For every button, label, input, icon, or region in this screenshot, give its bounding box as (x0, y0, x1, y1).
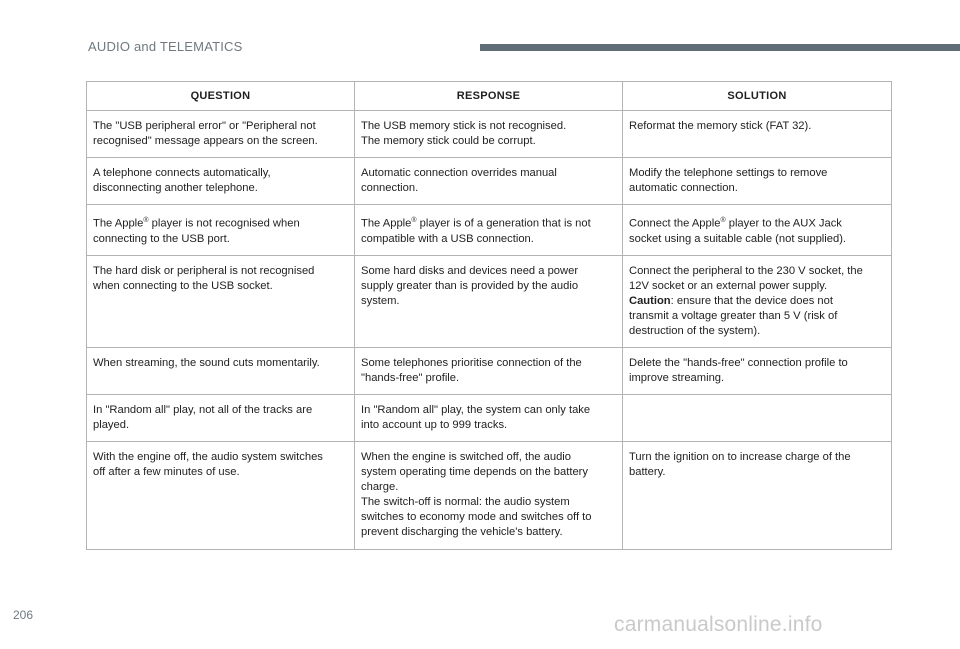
response-text-line: supply greater than is provided by the audio (361, 279, 579, 292)
response-text-line: system. (361, 294, 400, 307)
response-text-line: The switch-off is normal: the audio system (361, 495, 570, 508)
question-text-line: A telephone connects automatically, (93, 167, 271, 179)
question-text-line: recognised" message appears on the screen. (93, 135, 318, 147)
response-text-line: system operating time depends on the battery (361, 465, 588, 478)
table-row (87, 205, 892, 256)
column-header-question: QUESTION (87, 82, 355, 111)
solution-text-line: Connect the Apple® player to the AUX Jack (629, 217, 842, 230)
cell-response (355, 347, 623, 394)
cell-question (87, 158, 355, 205)
cell-question (87, 255, 355, 347)
response-text-line: Some telephones prioritise connection of the (361, 356, 582, 369)
column-header-solution: SOLUTION (623, 82, 892, 111)
response-text-line: charge. (361, 480, 399, 493)
cell-solution (623, 158, 892, 205)
response-text-line: The Apple® player is of a generation that is not (361, 217, 591, 230)
response-text-line: In "Random all" play, the system can only take (361, 403, 591, 416)
solution-text-line: improve streaming. (629, 371, 725, 384)
question-text-line: played. (93, 418, 130, 431)
solution-text-line: 12V socket or an external power supply. (629, 279, 828, 292)
response-text-line: connection. (361, 182, 419, 194)
cell-response (355, 255, 623, 347)
cell-question (87, 111, 355, 158)
response-text-line: switches to economy mode and switches off to (361, 510, 592, 523)
cell-question (87, 205, 355, 256)
cell-response (355, 158, 623, 205)
solution-text-line: Connect the peripheral to the 230 V socket, the (629, 264, 863, 277)
question-text-line: off after a few minutes of use. (93, 465, 240, 478)
solution-text-line: battery. (629, 465, 666, 478)
watermark: carmanualsonline.info (614, 613, 823, 636)
cell-solution (623, 394, 892, 441)
solution-text-line: Reformat the memory stick (FAT 32). (629, 120, 812, 132)
response-text-line: When the engine is switched off, the audio (361, 450, 572, 463)
cell-solution (623, 347, 892, 394)
table-header-row (87, 82, 892, 111)
caution-text: ensure that the device does not (676, 294, 833, 307)
caution-label: Caution (629, 294, 671, 307)
response-text-line: compatible with a USB connection. (361, 232, 534, 245)
response-text-line: The memory stick could be corrupt. (361, 135, 536, 147)
caution-text-line: destruction of the system). (629, 324, 761, 337)
question-text-line: The hard disk or peripheral is not recognised (93, 264, 315, 277)
table-row (87, 111, 892, 158)
table-row (87, 441, 892, 549)
cell-response (355, 441, 623, 549)
response-text-line: Some hard disks and devices need a power (361, 264, 579, 277)
question-text-line: When streaming, the sound cuts momentarily. (93, 356, 320, 369)
question-text-line: In "Random all" play, not all of the tracks are (93, 403, 313, 416)
troubleshooting-table (86, 81, 892, 550)
cell-solution (623, 111, 892, 158)
solution-text-line: socket using a suitable cable (not supplied). (629, 232, 847, 245)
response-text-line: The USB memory stick is not recognised. (361, 120, 567, 132)
page-number: 206 (13, 608, 34, 622)
question-text-line: connecting to the USB port. (93, 232, 230, 245)
caution-line: Caution: ensure that the device does not (629, 294, 833, 307)
question-text-line: The "USB peripheral error" or "Peripheral not (93, 120, 316, 132)
solution-text-line: Delete the "hands-free" connection profile to (629, 356, 848, 369)
cell-response (355, 205, 623, 256)
section-title: AUDIO and TELEMATICS (88, 39, 243, 54)
table-row (87, 347, 892, 394)
caution-text-line: transmit a voltage greater than 5 V (risk of (629, 309, 838, 322)
cell-solution (623, 441, 892, 549)
section-header-bar (480, 44, 960, 51)
solution-text-line: Modify the telephone settings to remove (629, 167, 828, 179)
response-text-line: prevent discharging the vehicle's battery. (361, 525, 563, 538)
question-text-line: disconnecting another telephone. (93, 182, 258, 194)
table-row (87, 158, 892, 205)
column-header-response: RESPONSE (355, 82, 623, 111)
question-text-line: when connecting to the USB socket. (93, 279, 273, 292)
table-row (87, 394, 892, 441)
solution-text-line: automatic connection. (629, 182, 738, 194)
cell-question (87, 347, 355, 394)
response-text-line: into account up to 999 tracks. (361, 418, 508, 431)
table-row (87, 255, 892, 347)
cell-solution (623, 255, 892, 347)
question-text-line: The Apple® player is not recognised when (93, 217, 300, 230)
cell-question (87, 394, 355, 441)
question-text-line: With the engine off, the audio system switches (93, 450, 323, 463)
cell-response (355, 394, 623, 441)
cell-solution (623, 205, 892, 256)
solution-text-line: Turn the ignition on to increase charge of the (629, 450, 851, 463)
cell-question (87, 441, 355, 549)
response-text-line: "hands-free" profile. (361, 371, 460, 384)
response-text-line: Automatic connection overrides manual (361, 167, 557, 179)
cell-response (355, 111, 623, 158)
